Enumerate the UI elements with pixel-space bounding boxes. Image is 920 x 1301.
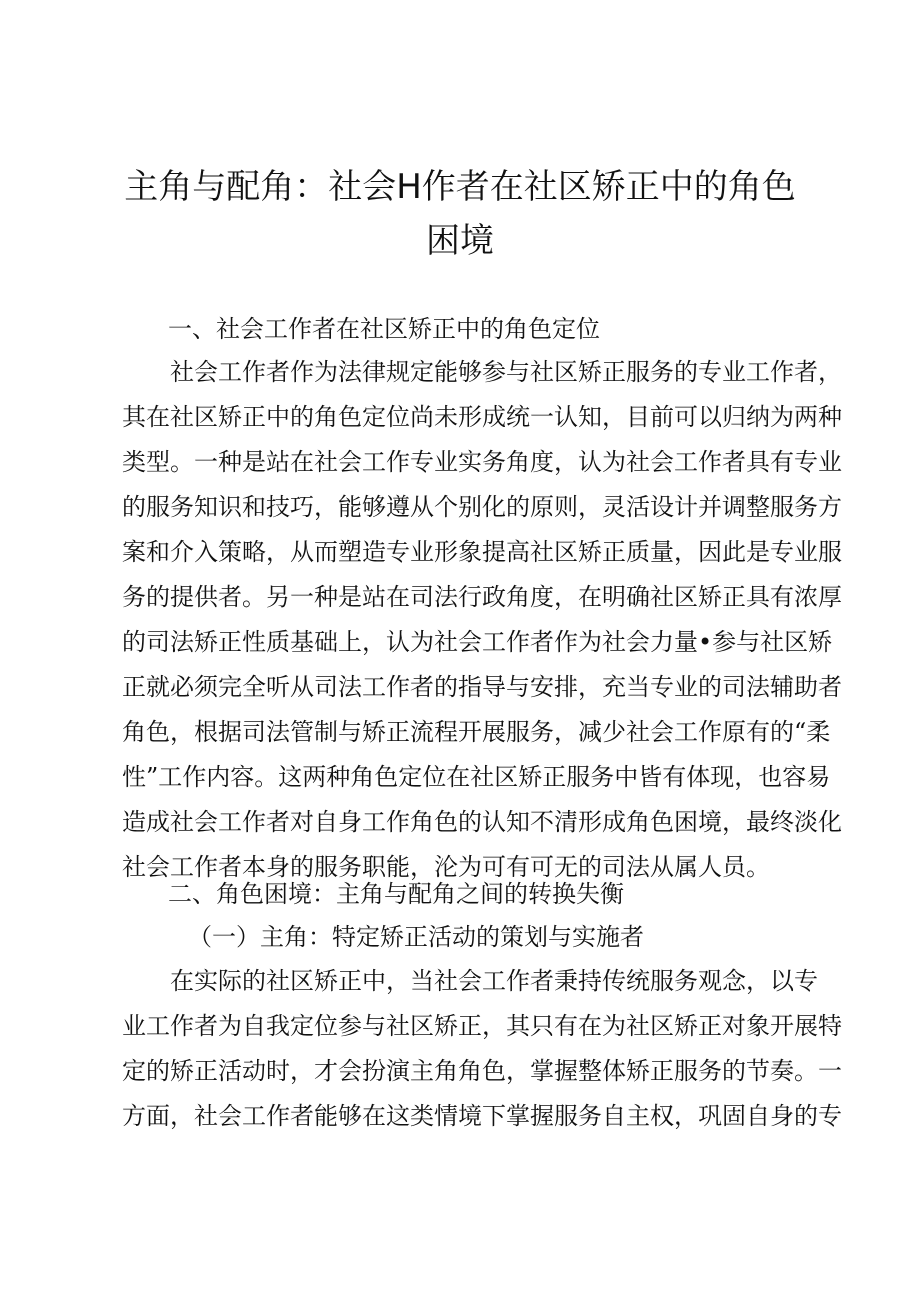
paragraph-line: 的司法矫正性质基础上，认为社会工作者作为社会力量•参与社区矫 [122,628,833,656]
paragraph-line: 角色，根据司法管制与矫正流程开展服务，减少社会工作原有的“柔 [122,718,831,746]
paragraph-line: 定的矫正活动时，才会扮演主角角色，掌握整体矫正服务的节奏。一 [122,1057,842,1085]
paragraph-line: 务的提供者。另一种是站在司法行政角度，在明确社区矫正具有浓厚 [122,583,842,611]
paragraph-line: 性”工作内容。这两种角色定位在社区矫正服务中皆有体现，也容易 [122,763,831,791]
section-2-subheading: （一）主角：特定矫正活动的策划与实施者 [188,923,644,951]
paragraph-line: 案和介入策略，从而塑造专业形象提高社区矫正质量，因此是专业服 [122,538,842,566]
paragraph-line: 的服务知识和技巧，能够遵从个别化的原则，灵活设计并调整服务方 [122,493,842,521]
section-2-paragraph [122,959,842,1139]
section-2-heading: 二、角色困境：主角与配角之间的转换失衡 [168,880,624,908]
paragraph-line: 业工作者为自我定位参与社区矫正，其只有在为社区矫正对象开展特 [122,1012,842,1040]
paragraph-line: 在实际的社区矫正中，当社会工作者秉持传统服务观念，以专 [170,967,818,995]
paragraph-line: 社会工作者作为法律规定能够参与社区矫正服务的专业工作者， [170,358,842,386]
paragraph-line: 正就必须完全听从司法工作者的指导与安排，充当专业的司法辅助者 [122,673,842,701]
section-1-paragraph [122,350,842,890]
section-1-heading: 一、社会工作者在社区矫正中的角色定位 [168,315,600,343]
paragraph-line: 其在社区矫正中的角色定位尚未形成统一认知，目前可以归纳为两种 [122,403,842,431]
paragraph-line: 方面，社会工作者能够在这类情境下掌握服务自主权，巩固自身的专 [122,1102,842,1130]
paragraph-line: 社会工作者本身的服务职能，沦为可有可无的司法从属人员。 [122,853,770,881]
paragraph-line: 造成社会工作者对自身工作角色的认知不清形成角色困境，最终淡化 [122,808,842,836]
paragraph-line: 类型。一种是站在社会工作专业实务角度，认为社会工作者具有专业 [122,448,842,476]
document-title-line-2: 困境 [426,221,494,261]
document-title [120,160,800,268]
document-title-line-1: 主角与配角：社会H作者在社区矫正中的角色 [124,167,796,207]
